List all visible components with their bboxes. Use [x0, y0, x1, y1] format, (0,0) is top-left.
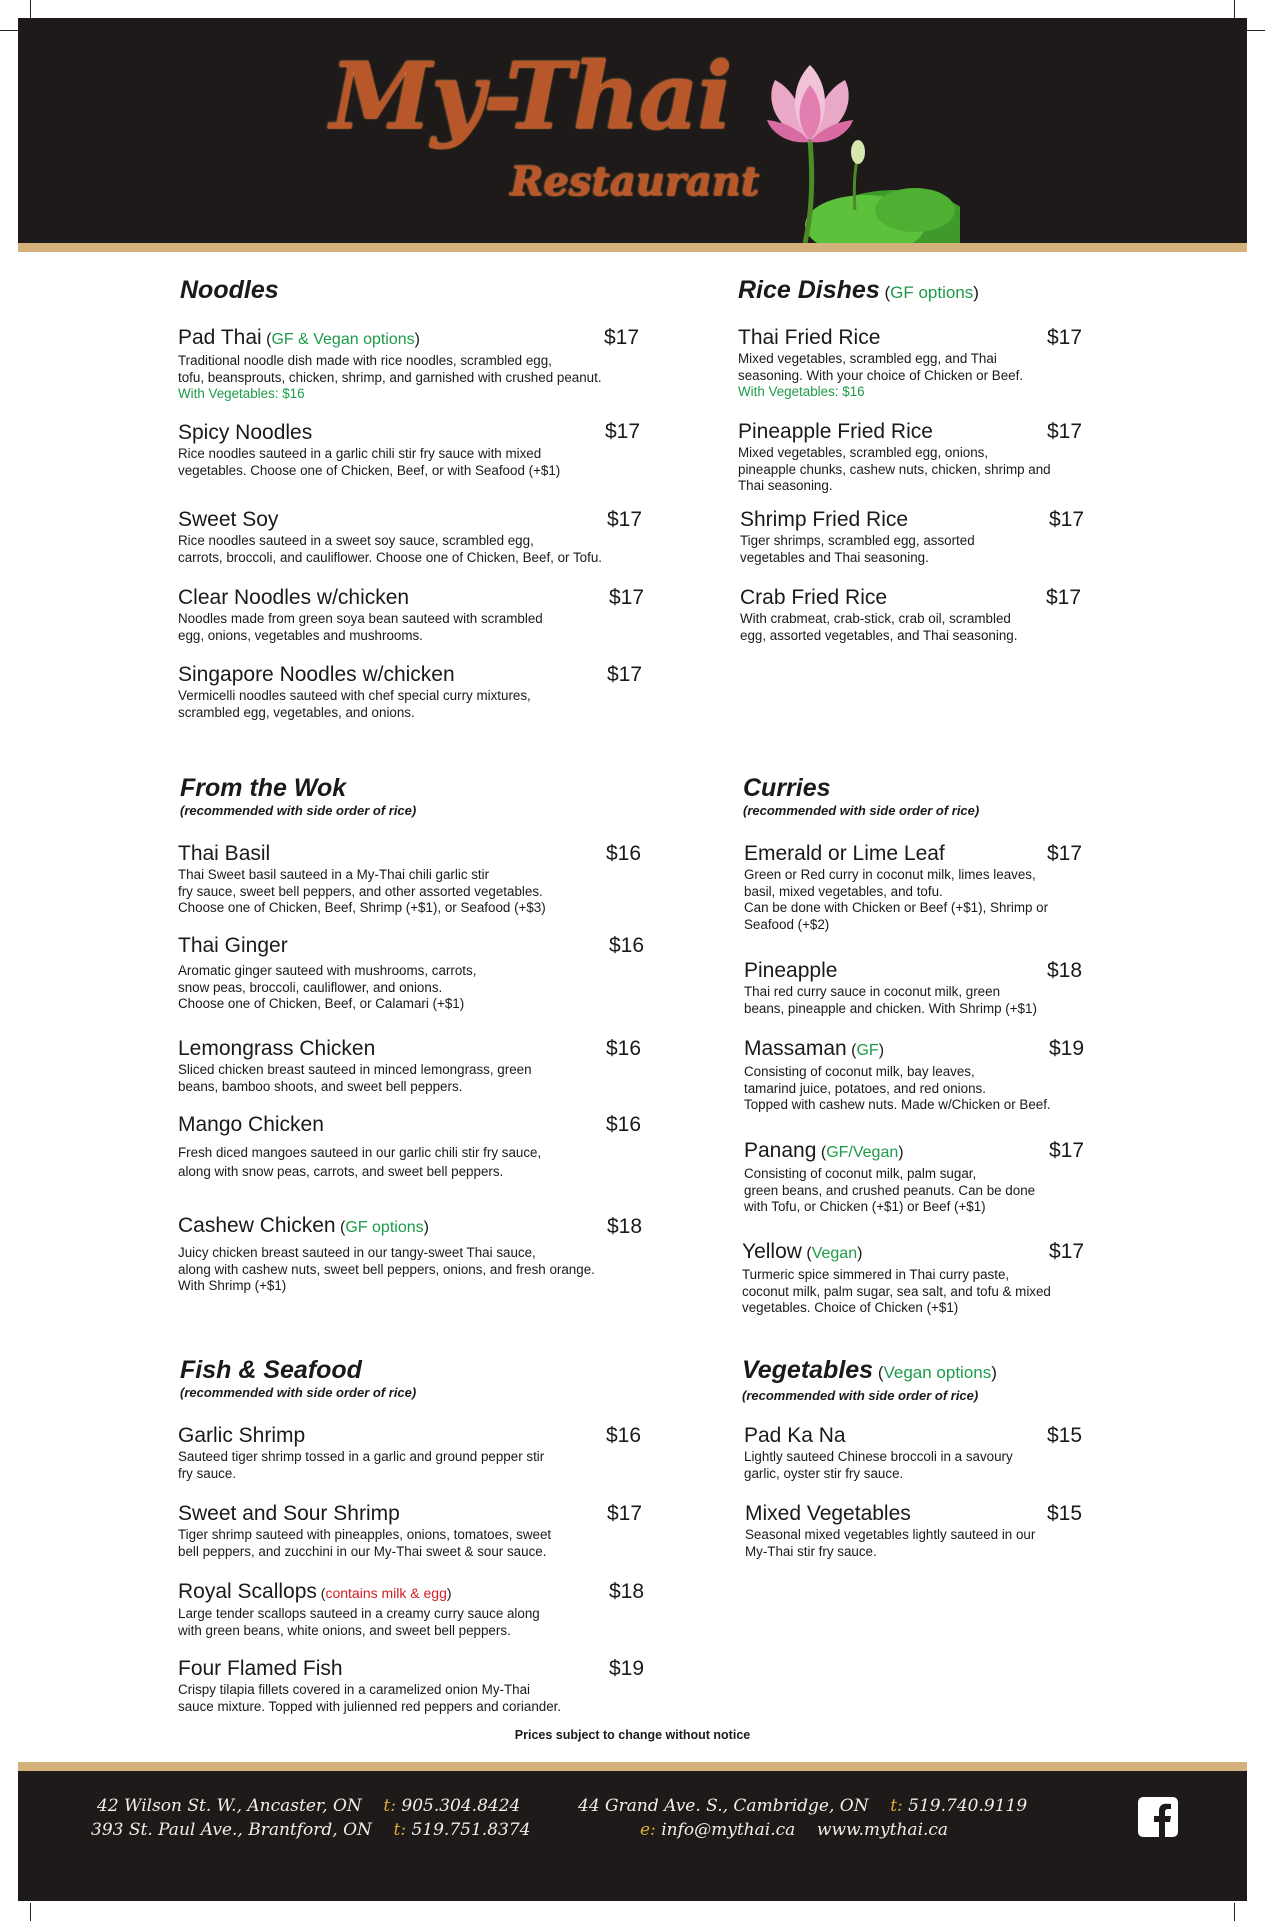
- menu-item: Yellow (Vegan) Turmeric spice simmered in Thai curry paste, coconut milk, palm sugar, sea salt, and tofu & mixed vegetables. Choice of Chicken (+$1): [742, 1240, 1051, 1315]
- item-price: $18: [1047, 959, 1083, 982]
- menu-item: [740, 508, 975, 566]
- item-desc: Mixed vegetables, scrambled egg, onions, pineapple chunks, cashew nuts, chicken, shrimp and Thai seasoning.: [738, 445, 1051, 493]
- crop-mark: [1234, 1903, 1235, 1921]
- item-desc: Consisting of coconut milk, palm sugar, green beans, and crushed peanuts. Can be done with Tofu, or Chicken (+$1) or Beef (+$1): [744, 1166, 1036, 1214]
- seafood-section: [180, 1355, 416, 1401]
- item-price: $16: [609, 934, 645, 957]
- menu-item: [745, 1502, 1035, 1560]
- item-price: $19: [1049, 1037, 1085, 1060]
- restaurant-logo: [330, 42, 790, 210]
- location-cambridge: 44 Grand Ave. S., Cambridge, ON t: 519.740.9119: [578, 1796, 1028, 1816]
- item-price: $17: [607, 508, 643, 531]
- menu-item: [744, 842, 1048, 933]
- menu-item: [738, 326, 1023, 401]
- item-desc: Rice noodles sauteed in a sweet soy sauce, scrambled egg, carrots, broccoli, and cauliflower. Choose one of Chicken, Beef, or Tofu.: [178, 533, 603, 565]
- facebook-glyph: [1138, 1797, 1178, 1837]
- menu-item: Pad Thai (GF & Vegan options) Traditional noodle dish made with rice noodles, scrambled egg, tofu, beansprouts, chicken, shrimp, and garnished with crushed peanut. With Vegetables: $16: [178, 326, 602, 401]
- item-name: Garlic Shrimp: [178, 1424, 306, 1447]
- item-price: $19: [609, 1657, 645, 1680]
- crop-mark: [30, 0, 31, 18]
- vegetables-option: Vegan options: [883, 1363, 992, 1382]
- item-price: $18: [609, 1580, 645, 1603]
- item-desc: Juicy chicken breast sauteed in our tangy-sweet Thai sauce, along with cashew nuts, sweet bell peppers, onions, and fresh orange. With Shrimp (+$1): [178, 1245, 595, 1293]
- item-desc: Lightly sauteed Chinese broccoli in a savoury garlic, oyster stir fry sauce.: [744, 1449, 1013, 1481]
- item-price: $17: [607, 663, 643, 686]
- item-desc: Seasonal mixed vegetables lightly sauteed in our My-Thai stir fry sauce.: [745, 1527, 1036, 1559]
- menu-item: [178, 1037, 532, 1095]
- facebook-icon[interactable]: [1138, 1797, 1178, 1837]
- item-name: Shrimp Fried Rice: [740, 508, 909, 531]
- item-desc: Thai red curry sauce in coconut milk, green beans, pineapple and chicken. With Shrimp (+$1): [744, 984, 1037, 1016]
- item-option: GF: [856, 1042, 879, 1059]
- menu-item: [744, 959, 1037, 1017]
- item-price: $17: [1047, 842, 1083, 865]
- location-ancaster: 42 Wilson St. W., Ancaster, ON t: 905.304.8424: [97, 1796, 521, 1816]
- email-link[interactable]: info@mythai.ca: [661, 1820, 796, 1840]
- menu-item: Royal Scallops (contains milk & egg) Large tender scallops sauteed in a creamy curry sauce along with green beans, white onions, and sweet bell peppers.: [178, 1580, 540, 1638]
- logo-subtitle: Restaurant: [510, 158, 760, 205]
- item-name: Spicy Noodles: [178, 421, 313, 444]
- item-desc: Mixed vegetables, scrambled egg, and Thai seasoning. With your choice of Chicken or Beef. With Vegetables: $16: [738, 351, 1024, 399]
- location-brantford: 393 St. Paul Ave., Brantford, ON t: 519.751.8374: [91, 1820, 531, 1840]
- item-price: $16: [606, 1113, 642, 1136]
- item-name: Mango Chicken: [178, 1113, 324, 1136]
- crop-mark: [1247, 30, 1265, 31]
- menu-item: Panang (GF/Vegan) Consisting of coconut milk, palm sugar, green beans, and crushed peanuts. Can be done with Tofu, or Chicken (+$1) or Beef (+$1): [744, 1139, 1036, 1214]
- item-name: Thai Basil: [178, 842, 271, 865]
- menu-item: [738, 420, 1051, 495]
- item-desc: Vermicelli noodles sauteed with chef special curry mixtures, scrambled egg, vegetables, and onions.: [178, 688, 531, 720]
- item-price: $17: [1049, 1139, 1085, 1162]
- seafood-subtitle: (recommended with side order of rice): [180, 1385, 417, 1400]
- wok-subtitle: (recommended with side order of rice): [180, 803, 417, 818]
- menu-item: Cashew Chicken (GF options) Juicy chicken breast sauteed in our tangy-sweet Thai sauce, along with cashew nuts, sweet bell peppers, onions, and fresh orange. With Shrimp (+$1): [178, 1214, 595, 1293]
- item-name: Emerald or Lime Leaf: [744, 842, 945, 865]
- crop-mark: [0, 30, 18, 31]
- menu-item: [178, 1113, 541, 1181]
- item-name: Four Flamed Fish: [178, 1657, 343, 1680]
- item-desc: Green or Red curry in coconut milk, limes leaves, basil, mixed vegetables, and tofu. Can be done with Chicken or Beef (+$1), Shrimp or Seafood (+$2): [744, 867, 1049, 932]
- item-price: $16: [606, 842, 642, 865]
- item-price: $17: [609, 586, 645, 609]
- menu-item: [744, 1424, 1013, 1482]
- footer-gold-bar: [18, 1762, 1247, 1771]
- phone-cambridge: 519.740.9119: [908, 1796, 1028, 1816]
- wok-title: From the Wok: [180, 774, 347, 802]
- rice-option: GF options: [890, 283, 974, 302]
- item-desc: Tiger shrimps, scrambled egg, assorted vegetables and Thai seasoning.: [740, 533, 975, 565]
- menu-item: [178, 1424, 544, 1482]
- item-price: $16: [606, 1424, 642, 1447]
- item-desc: Aromatic ginger sauteed with mushrooms, carrots, snow peas, broccoli, cauliflower, and onions. Choose one of Chicken, Beef, or Calamari (+$1): [178, 963, 477, 1011]
- item-price: $17: [1049, 1240, 1085, 1263]
- item-price: $17: [607, 1502, 643, 1525]
- item-name: Thai Ginger: [178, 934, 288, 957]
- item-option: GF options: [345, 1219, 424, 1236]
- item-name: Sweet Soy: [178, 508, 279, 531]
- item-desc: Crispy tilapia fillets covered in a caramelized onion My-Thai sauce mixture. Topped with julienned red peppers and coriander.: [178, 1682, 562, 1714]
- item-name: Mixed Vegetables: [745, 1502, 911, 1525]
- menu-item: [178, 842, 546, 917]
- menu-item: [178, 421, 560, 479]
- crop-mark: [30, 1903, 31, 1921]
- item-name: Massaman: [744, 1037, 847, 1060]
- item-price: $17: [604, 326, 640, 349]
- contact-web: e: info@mythai.ca www.mythai.ca: [640, 1820, 949, 1840]
- vegetables-section: Vegetables (Vegan options) (recommended with side order of rice): [742, 1356, 997, 1403]
- phone-brantford: 519.751.8374: [411, 1820, 531, 1840]
- curries-subtitle: (recommended with side order of rice): [743, 803, 980, 818]
- crop-mark: [1234, 0, 1235, 18]
- logo-name: My-Thai: [330, 42, 732, 150]
- item-option: Vegan: [811, 1245, 858, 1262]
- item-desc: Traditional noodle dish made with rice noodles, scrambled egg, tofu, beansprouts, chicken, shrimp, and garnished with crushed peanut. With Vegetables: $16: [178, 353, 602, 401]
- item-name: Pad Ka Na: [744, 1424, 846, 1447]
- item-name: Royal Scallops: [178, 1580, 317, 1603]
- menu-item: [178, 586, 543, 644]
- website-link[interactable]: www.mythai.ca: [816, 1820, 949, 1840]
- noodles-section: [180, 275, 279, 305]
- header-gold-bar: [18, 243, 1247, 252]
- menu-item: [178, 1502, 551, 1560]
- item-price: $17: [1047, 326, 1083, 349]
- vegetables-subtitle: (recommended with side order of rice): [742, 1388, 979, 1403]
- item-price: $17: [1049, 508, 1085, 531]
- lotus-flower-icon: [745, 60, 960, 243]
- item-price: $15: [1047, 1502, 1083, 1525]
- item-name: Yellow: [742, 1240, 802, 1263]
- item-name: Pad Thai: [178, 326, 262, 349]
- item-desc: Consisting of coconut milk, bay leaves, tamarind juice, potatoes, and red onions. Topped with cashew nuts. Made w/Chicken or Beef.: [744, 1064, 1051, 1112]
- item-desc: Thai Sweet basil sauteed in a My-Thai chili garlic stir fry sauce, sweet bell peppers, and other assorted vegetables. Choose one of Chicken, Beef, Shrimp (+$1), or Seafood (+$3): [178, 867, 546, 915]
- item-desc: Sliced chicken breast sauteed in minced lemongrass, green beans, bamboo shoots, and sweet bell peppers.: [178, 1062, 532, 1094]
- item-desc: Fresh diced mangoes sauteed in our garlic chili stir fry sauce, along with snow peas, carrots, and sweet bell peppers.: [178, 1145, 542, 1179]
- item-price: $17: [1046, 586, 1082, 609]
- item-name: Thai Fried Rice: [738, 326, 881, 349]
- item-price: $16: [606, 1037, 642, 1060]
- noodles-title: Noodles: [180, 276, 279, 304]
- item-desc: Turmeric spice simmered in Thai curry paste, coconut milk, palm sugar, sea salt, and tofu & mixed vegetables. Choice of Chicken (+$1): [742, 1267, 1051, 1315]
- menu-item: [178, 1657, 561, 1715]
- item-price: $18: [607, 1215, 643, 1238]
- vegetables-title: Vegetables: [742, 1356, 874, 1384]
- item-option: GF & Vegan options: [271, 331, 415, 348]
- item-desc: Sauteed tiger shrimp tossed in a garlic and ground pepper stir fry sauce.: [178, 1449, 545, 1481]
- item-desc: Large tender scallops sauteed in a creamy curry sauce along with green beans, white onions, and sweet bell peppers.: [178, 1606, 540, 1638]
- item-desc: Noodles made from green soya bean sauteed with scrambled egg, onions, vegetables and mushrooms.: [178, 611, 543, 643]
- wok-section: [180, 773, 416, 819]
- phone-ancaster: 905.304.8424: [401, 1796, 521, 1816]
- menu-item: [178, 508, 602, 566]
- item-name: Singapore Noodles w/chicken: [178, 663, 455, 686]
- rice-title: Rice Dishes: [738, 276, 880, 304]
- curries-section: [743, 773, 979, 819]
- item-allergen: contains milk & egg: [325, 1585, 447, 1601]
- item-name: Cashew Chicken: [178, 1214, 336, 1237]
- item-desc: With crabmeat, crab-stick, crab oil, scrambled egg, assorted vegetables, and Thai seasoning.: [740, 611, 1018, 643]
- item-name: Clear Noodles w/chicken: [178, 586, 410, 609]
- item-price: $17: [605, 420, 641, 443]
- curries-title: Curries: [743, 774, 831, 802]
- item-price: $17: [1047, 420, 1083, 443]
- menu-item: [740, 586, 1017, 644]
- item-desc: Tiger shrimp sauteed with pineapples, onions, tomatoes, sweet bell peppers, and zucchini in our My-Thai sweet & sour sauce.: [178, 1527, 552, 1559]
- menu-item: Massaman (GF) Consisting of coconut milk, bay leaves, tamarind juice, potatoes, and red onions. Topped with cashew nuts. Made w/Chicken or Beef.: [744, 1037, 1051, 1112]
- item-price: $15: [1047, 1424, 1083, 1447]
- menu-item: [178, 663, 531, 721]
- item-name: Pineapple: [744, 959, 838, 982]
- item-name: Crab Fried Rice: [740, 586, 888, 609]
- item-name: Panang: [744, 1139, 817, 1162]
- item-desc: Rice noodles sauteed in a garlic chili stir fry sauce with mixed vegetables. Choose one of Chicken, Beef, or with Seafood (+$1): [178, 446, 561, 478]
- item-option: GF/Vegan: [826, 1144, 899, 1161]
- rice-section: Rice Dishes (GF options): [738, 276, 979, 304]
- seafood-title: Fish & Seafood: [180, 1356, 362, 1384]
- item-name: Pineapple Fried Rice: [738, 420, 933, 443]
- item-name: Sweet and Sour Shrimp: [178, 1502, 400, 1525]
- menu-item: [178, 934, 476, 1013]
- price-notice: Prices subject to change without notice: [514, 1728, 751, 1742]
- item-name: Lemongrass Chicken: [178, 1037, 376, 1060]
